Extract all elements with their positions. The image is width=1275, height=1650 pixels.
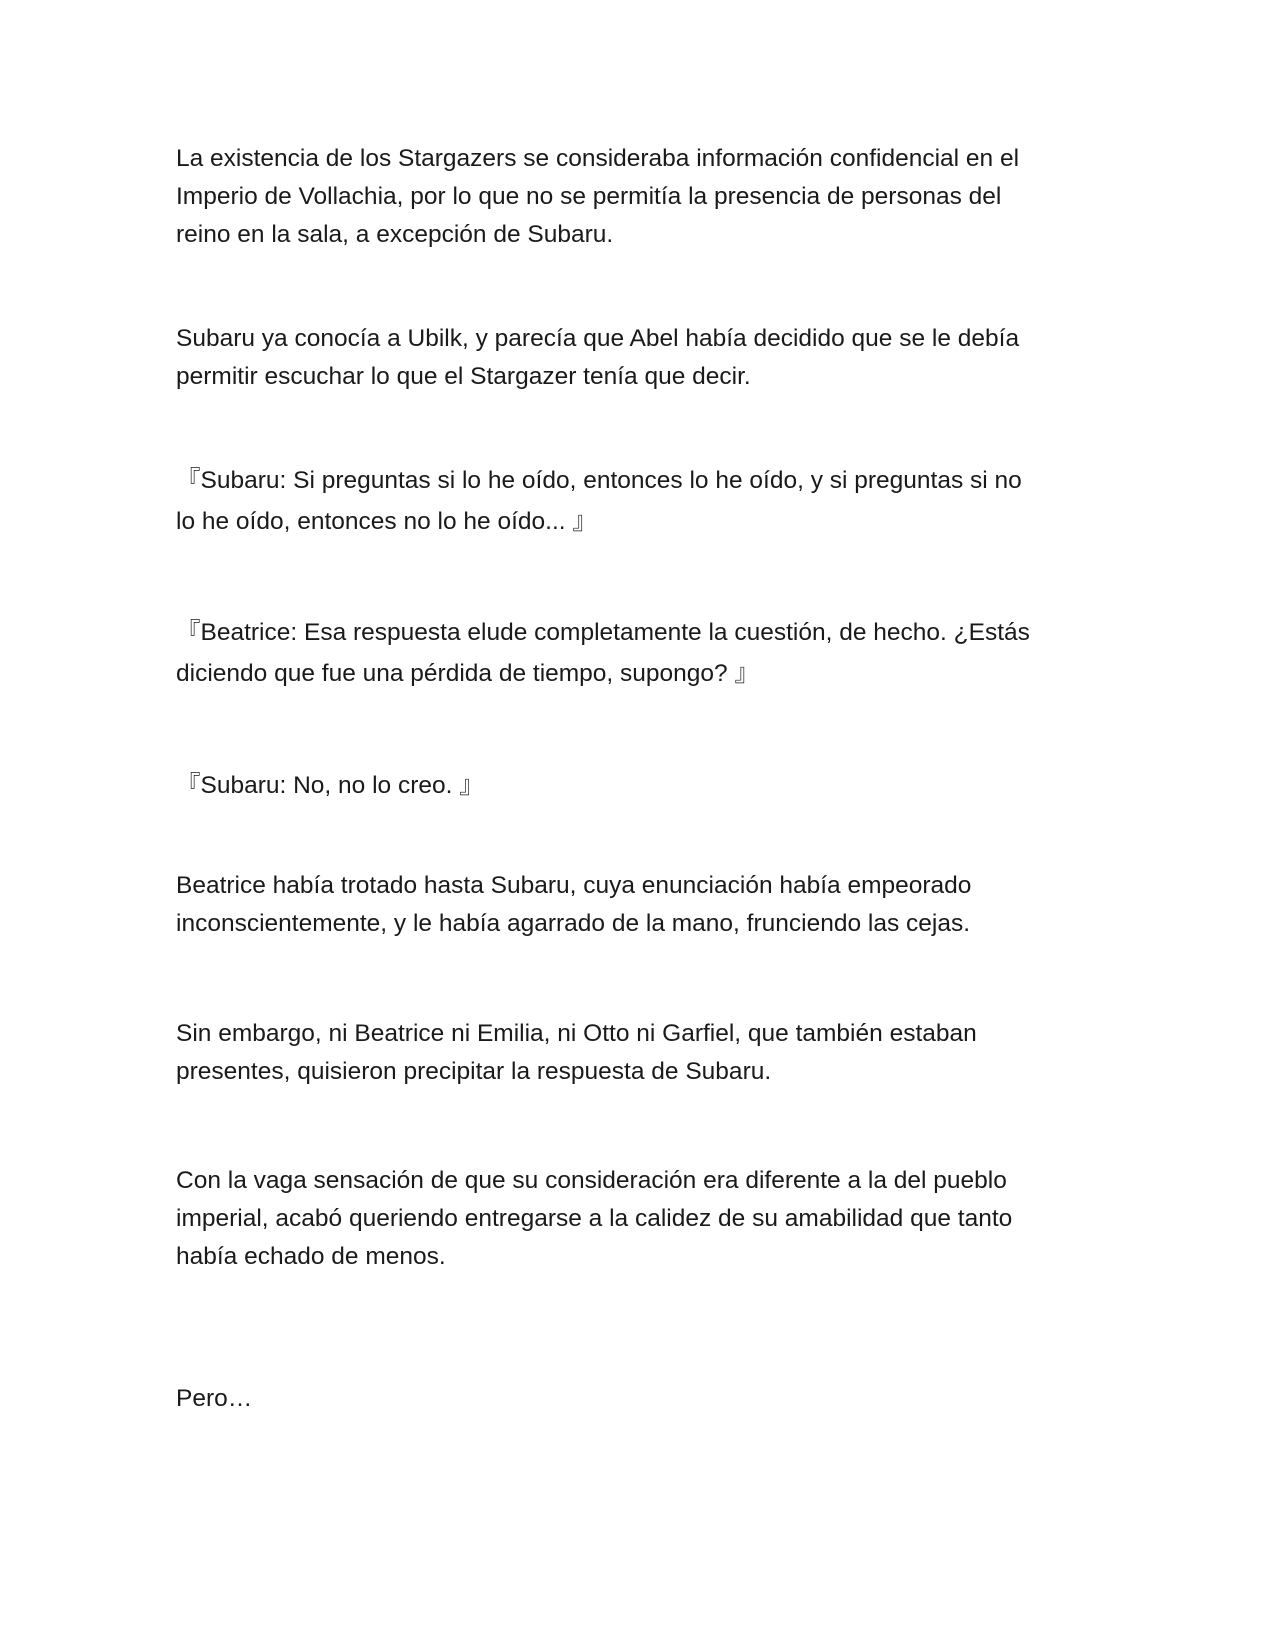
dialogue-beatrice	[176, 612, 1106, 694]
paragraph-2	[176, 320, 1106, 396]
paragraph-1	[176, 140, 1106, 254]
paragraph-line: Con la vaga sensación de que su consideración era diferente a la del pueblo	[176, 1167, 1007, 1194]
paragraph-line: 『Beatrice: Esa respuesta elude completamente la cuestión, de hecho. ¿Estás	[176, 619, 1030, 646]
paragraph-line: Beatrice había trotado hasta Subaru, cuya enunciación había empeorado	[176, 872, 972, 899]
paragraph-9	[176, 1380, 1106, 1418]
paragraph-line: diciendo que fue una pérdida de tiempo, supongo? 』	[176, 660, 759, 687]
paragraph-line: 『Subaru: Si preguntas si lo he oído, entonces lo he oído, y si preguntas si no	[176, 467, 1022, 494]
paragraph-6	[176, 867, 1106, 943]
paragraph-line: La existencia de los Stargazers se consideraba información confidencial en el	[176, 145, 1020, 172]
paragraph-line: Subaru ya conocía a Ubilk, y parecía que Abel había decidido que se le debía	[176, 325, 1020, 352]
dialogue-subaru-1	[176, 460, 1106, 542]
paragraph-line: había echado de menos.	[176, 1243, 446, 1270]
paragraph-line: permitir escuchar lo que el Stargazer tenía que decir.	[176, 363, 751, 390]
paragraph-line: lo he oído, entonces no lo he oído... 』	[176, 508, 597, 535]
paragraph-line: presentes, quisieron precipitar la respuesta de Subaru.	[176, 1058, 772, 1085]
paragraph-line: Pero…	[176, 1385, 253, 1412]
dialogue-subaru-2	[176, 765, 1106, 806]
paragraph-line: inconscientemente, y le había agarrado de la mano, frunciendo las cejas.	[176, 910, 971, 937]
paragraph-8	[176, 1162, 1106, 1276]
paragraph-line: reino en la sala, a excepción de Subaru.	[176, 221, 614, 248]
paragraph-line: Sin embargo, ni Beatrice ni Emilia, ni Otto ni Garfiel, que también estaban	[176, 1020, 977, 1047]
paragraph-line: Imperio de Vollachia, por lo que no se permitía la presencia de personas del	[176, 183, 1002, 210]
paragraph-line: 『Subaru: No, no lo creo. 』	[176, 772, 484, 799]
paragraph-7	[176, 1015, 1106, 1091]
paragraph-line: imperial, acabó queriendo entregarse a la calidez de su amabilidad que tanto	[176, 1205, 1013, 1232]
